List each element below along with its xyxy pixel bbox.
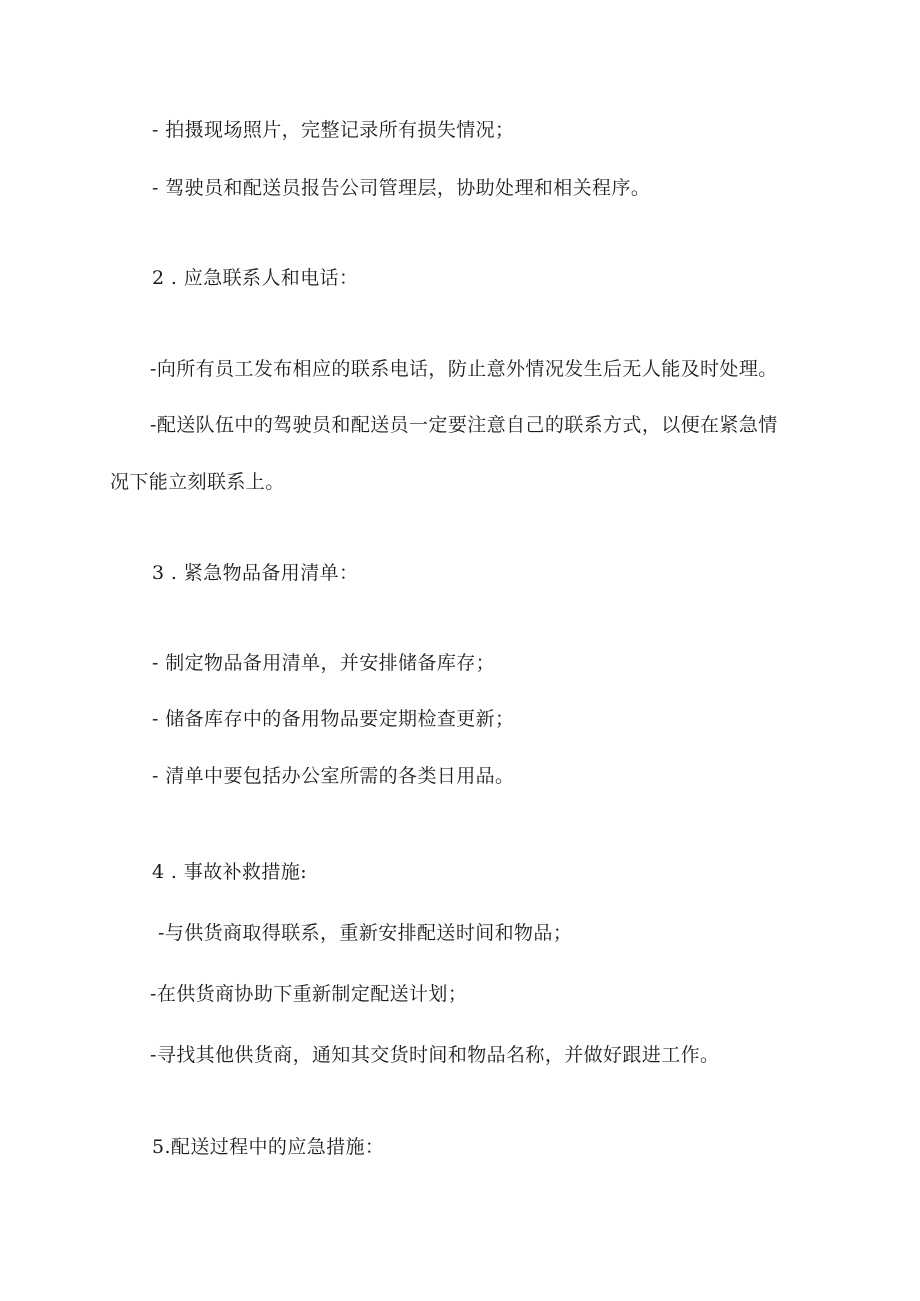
bullet-take-photos: - 拍摄现场照片，完整记录所有损失情况； [152,119,515,141]
section-2-item-2-line-2: 况下能立刻联系上。 [110,471,285,493]
bullet-report-management: - 驾驶员和配送员报告公司管理层，协助处理和相关程序。 [152,177,651,199]
section-3-item-1: - 制定物品备用清单，并安排储备库存； [152,652,496,674]
section-5-heading: 5.配送过程中的应急措施： [152,1136,385,1158]
section-4-item-2: -在供货商协助下重新制定配送计划； [150,983,468,1005]
section-3-item-2: - 储备库存中的备用物品要定期检查更新； [152,708,515,730]
section-2-item-1: -向所有员工发布相应的联系电话，防止意外情况发生后无人能及时处理。 [150,358,778,380]
section-4-item-1: -与供货商取得联系，重新安排配送时间和物品； [158,922,573,944]
section-4-item-3: -寻找其他供货商，通知其交货时间和物品名称，并做好跟进工作。 [150,1044,720,1066]
section-3-item-3: - 清单中要包括办公室所需的各类日用品。 [152,765,515,787]
section-3-heading: 3 . 紧急物品备用清单： [152,562,359,584]
section-2-heading: 2 . 应急联系人和电话： [152,267,359,289]
section-2-item-2-line-1: -配送队伍中的驾驶员和配送员一定要注意自己的联系方式，以便在紧急情 [150,414,778,436]
section-4-heading: 4 . 事故补救措施: [152,861,308,883]
